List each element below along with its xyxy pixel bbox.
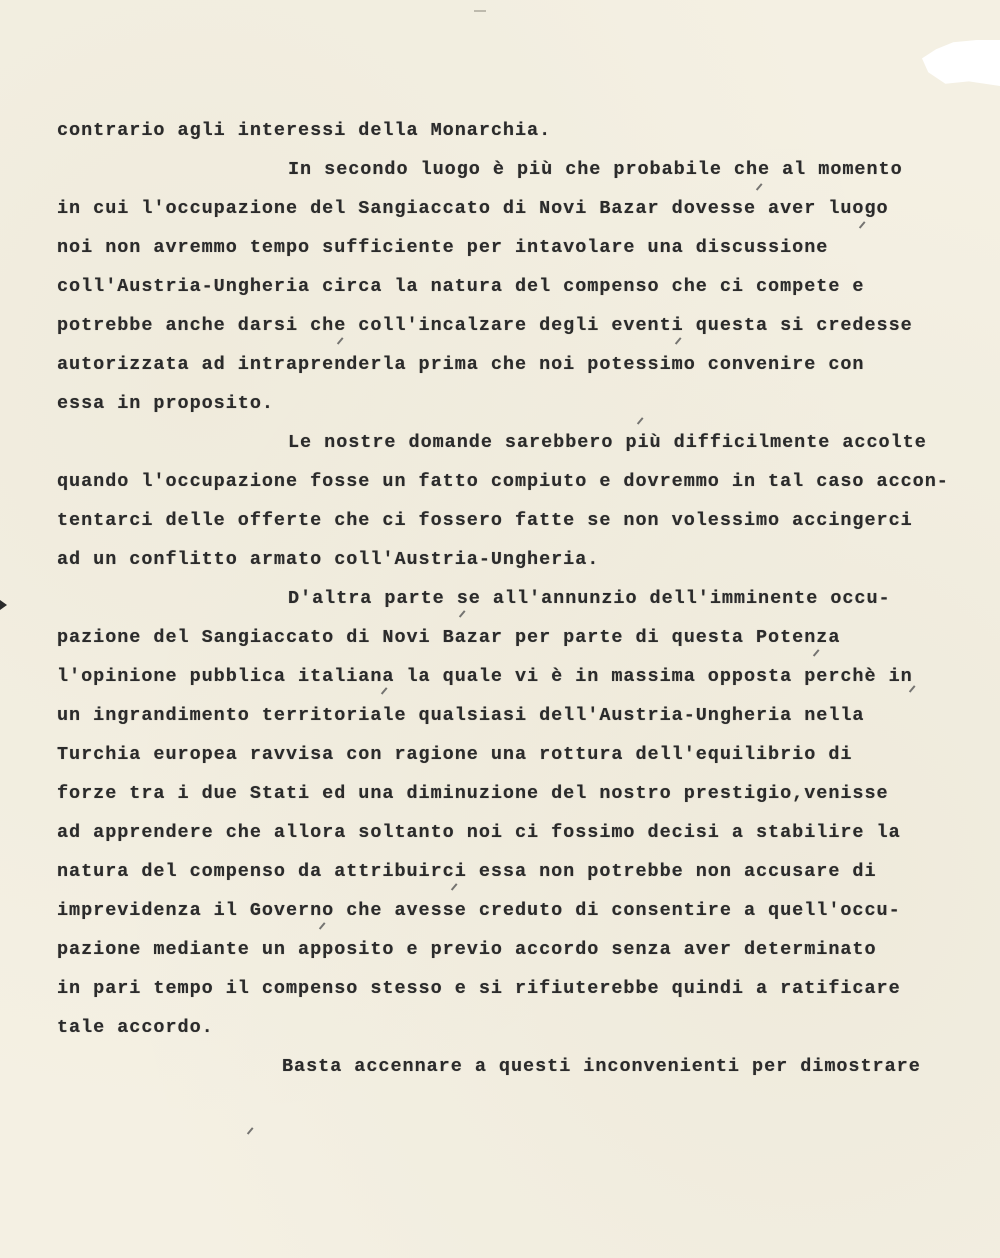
text-line: ad apprendere che allora soltanto noi ci fossimo decisi a stabilire la <box>57 822 901 843</box>
text-line: coll'Austria-Ungheria circa la natura del compenso che ci compete e <box>57 276 865 297</box>
text-line: in cui l'occupazione del Sangiaccato di Novi Bazar dovesse aver luogo <box>57 198 889 219</box>
handwritten-mark <box>459 610 465 617</box>
handwritten-mark <box>451 883 457 890</box>
text-line: D'altra parte se all'annunzio dell'imminente occu- <box>288 588 891 609</box>
handwritten-mark <box>381 687 387 694</box>
text-line: contrario agli interessi della Monarchia. <box>57 120 552 141</box>
text-line: pazione del Sangiaccato di Novi Bazar per parte di questa Potenza <box>57 627 841 648</box>
handwritten-mark <box>247 1127 253 1134</box>
text-line: un ingrandimento territoriale qualsiasi dell'Austria-Ungheria nella <box>57 705 865 726</box>
text-line: quando l'occupazione fosse un fatto compiuto e dovremmo in tal caso accon- <box>57 471 949 492</box>
text-line: Basta accennare a questi inconvenienti per dimostrare <box>282 1056 921 1077</box>
text-line: In secondo luogo è più che probabile che al momento <box>288 159 903 180</box>
text-line: tale accordo. <box>57 1017 214 1038</box>
text-line: noi non avremmo tempo sufficiente per intavolare una discussione <box>57 237 829 258</box>
torn-corner <box>922 40 1000 86</box>
text-line: l'opinione pubblica italiana la quale vi è in massima opposta perchè in <box>57 666 913 687</box>
text-line: pazione mediante un apposito e previo accordo senza aver determinato <box>57 939 877 960</box>
text-line: Le nostre domande sarebbero più difficilmente accolte <box>288 432 927 453</box>
handwritten-mark <box>756 183 762 190</box>
text-line: imprevidenza il Governo che avesse creduto di consentire a quell'occu- <box>57 900 901 921</box>
text-line: forze tra i due Stati ed una diminuzione del nostro prestigio,venisse <box>57 783 889 804</box>
handwritten-mark <box>813 649 819 656</box>
text-line: in pari tempo il compenso stesso e si rifiuterebbe quindi a ratificare <box>57 978 901 999</box>
handwritten-mark <box>675 337 681 344</box>
text-line: potrebbe anche darsi che coll'incalzare degli eventi questa si credesse <box>57 315 913 336</box>
text-line: ad un conflitto armato coll'Austria-Ungheria. <box>57 549 600 570</box>
text-line: natura del compenso da attribuirci essa non potrebbe non accusare di <box>57 861 877 882</box>
handwritten-mark <box>337 337 343 344</box>
handwritten-mark <box>859 221 865 228</box>
paper-mark <box>474 10 486 18</box>
handwritten-mark <box>319 922 325 929</box>
text-line: autorizzata ad intraprenderla prima che noi potessimo convenire con <box>57 354 865 375</box>
handwritten-mark <box>637 417 643 424</box>
text-line: tentarci delle offerte che ci fossero fatte se non volessimo accingerci <box>57 510 913 531</box>
text-line: essa in proposito. <box>57 393 274 414</box>
edge-nick <box>0 600 7 610</box>
text-line: Turchia europea ravvisa con ragione una rottura dell'equilibrio di <box>57 744 853 765</box>
